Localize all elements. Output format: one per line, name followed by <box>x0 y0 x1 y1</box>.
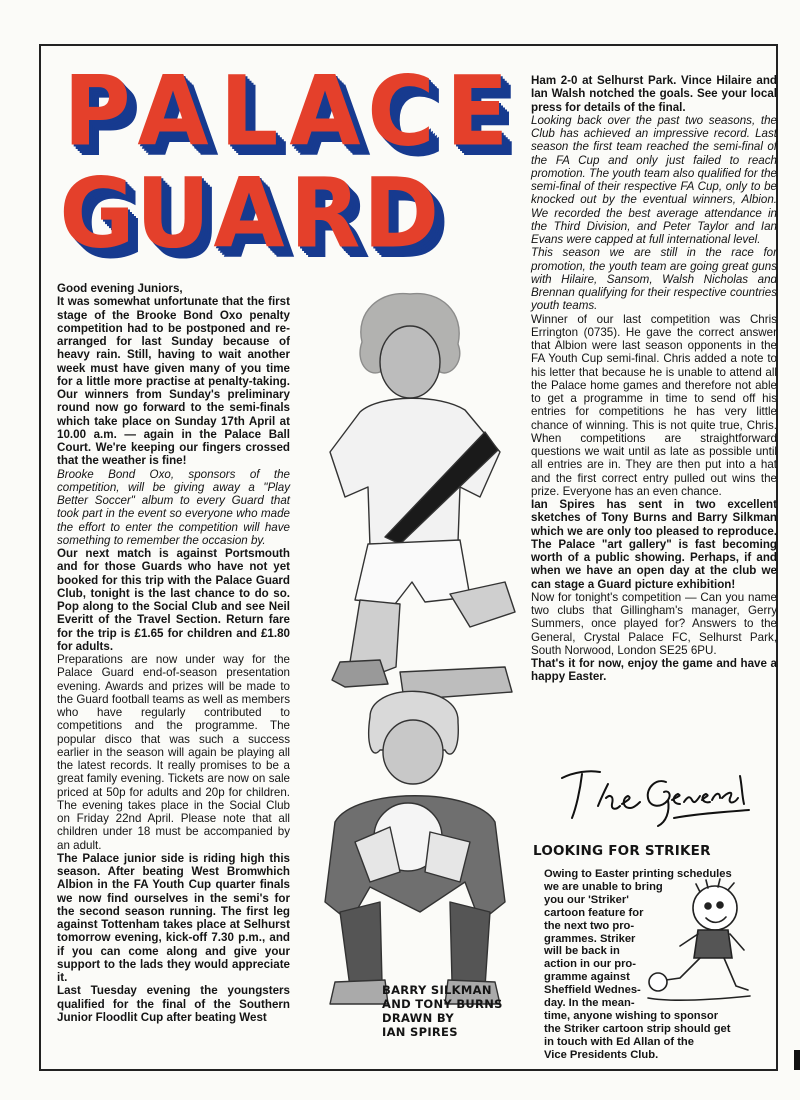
striker-line: Owing to Easter printing schedules <box>544 868 732 880</box>
page-edge-mark <box>794 1050 800 1070</box>
caption-line: DRAWN BY <box>382 1011 454 1025</box>
boot-sketch <box>332 660 388 687</box>
article-paragraph: Last Tuesday evening the youngsters qualified for the final of the Southern Junior Floodlit Cup after beating West <box>57 984 290 1024</box>
striker-line: we are unable to bring <box>544 880 663 893</box>
article-paragraph: Looking back over the past two seasons, the Club has achieved an impressive record. Last season the first team reached the semi-final of the FA Cup and only just failed to reach promotion. The youth team also qualified for the semi-final of their respective FA Cup, only to be knocked out by the eventual winners, Albion. We recorded the best average attendance in the Third Division, and Peter Taylor and Ian Evans were capped at full international level. <box>531 113 777 246</box>
striker-cartoon-icon <box>640 878 755 1008</box>
striker-line: you our 'Striker' <box>544 893 629 906</box>
striker-line: will be back in <box>544 945 620 958</box>
striker-line: grammes. Striker <box>544 932 636 945</box>
masthead-letter: C <box>367 55 435 168</box>
masthead-letter: L <box>219 55 279 168</box>
article-paragraph: Ham 2-0 at Selhurst Park. Vince Hilaire and Ian Walsh notched the goals. See your local press for details of the final. <box>531 74 777 114</box>
striker-line: day. In the mean- <box>544 997 635 1010</box>
masthead-letter: A <box>213 157 285 270</box>
masthead-letter: R <box>289 157 361 270</box>
striker-line: action in our pro- <box>544 958 636 971</box>
striker-line: Vice Presidents Club. <box>544 1048 659 1061</box>
face-sketch <box>380 326 440 398</box>
illustration-caption <box>382 983 522 1039</box>
striker-heading: LOOKING FOR STRIKER <box>533 843 711 859</box>
palace-guard-masthead <box>59 55 522 271</box>
article-paragraph: Winner of our last competition was Chris Errington (0735). He gave the correct answer that Albion were last season opponents in the FA Youth Cup semi-final. Chris added a note to his letter that because he is unable to attend all the Palace home games and therefore not able to get a programme in time to send off his entries for competitions he has very little chance of winning. This is not quite true, Chris. When competitions are straightforward questions we wait until as late as possible until all entries are in. They are then put into a hat and the first correct entry pulled out wins the prize. Everyone has an even chance. <box>531 312 777 498</box>
the-general-signature <box>554 756 754 836</box>
article-paragraph: Preparations are now under way for the Palace Guard end-of-season presentation evening. Awards and prizes will be made to the Guard football teams as well as members who have regularly contributed to competitions and the programme. The popular disco that was such a success earlier in the season will again be playing all the latest records. It really promises to be a great family evening. Tickets are now on sale priced at 50p for adults and 20p for children. The evening takes place in the Social Club on Friday 22nd April. Please note that all children under 18 must be accompanied by an adult. <box>57 653 290 852</box>
caption-line: AND TONY BURNS <box>382 997 503 1011</box>
article-paragraph: This season we are still in the race for promotion, the youth team are going great guns with Hilaire, Sansom, Walsh Nicholas and Brennan qualifying for their respective countries youth teams. <box>531 246 777 313</box>
masthead-letter: P <box>63 55 131 168</box>
article-paragraph: Now for tonight's competition — Can you name two clubs that Gillingham's manager, Gerry Summers, once played for? Answers to the General, Crystal Palace FC, Selhurst Park, South Norwood, London SE25 6PU. <box>531 590 777 657</box>
striker-line: in touch with Ed Allan of the <box>544 1035 694 1048</box>
article-paragraph: It was somewhat unfortunate that the first stage of the Brooke Bond Oxo penalty competition had to be postponed and re-arranged for last Sunday because of heavy rain. Still, having to wait another week must have given many of you time for a little more practise at penalty-taking. Our winners from Sunday's preliminary round now go forward to the semi-finals which take place on Sunday 17th April at 10.00 a.m. — again in the Palace Ball Court. We're keeping our fingers crossed that the weather is fine! <box>57 295 290 468</box>
masthead-letter: G <box>59 157 135 270</box>
keeper-legs-sketch <box>340 902 490 987</box>
article-paragraph: That's it for now, enjoy the game and have a happy Easter. <box>531 657 777 684</box>
article-paragraph: Good evening Juniors, <box>57 282 183 295</box>
masthead-letter: U <box>135 157 211 270</box>
striker-line: gramme against <box>544 971 630 984</box>
article-paragraph: The Palace junior side is riding high this season. After beating West Bromwhich Albion in the FA Youth Cup quarter finals we now find ourselves in the semi's for the second season running. The first leg against Tottenham takes place at Selhurst tomorrow evening, kick-off 7.30 p.m., and if you can come along and give your support to the lads they would appreciate it. <box>57 851 290 984</box>
striker-line: cartoon feature for <box>544 906 644 919</box>
masthead-word-palace <box>62 55 512 168</box>
right-article-column <box>531 74 777 684</box>
striker-line: Sheffield Wednes- <box>544 984 641 997</box>
player-sketch-illustration <box>300 282 525 1042</box>
striker-line: time, anyone wishing to sponsor <box>544 1009 719 1022</box>
left-article-column <box>57 282 290 1024</box>
article-paragraph: Ian Spires has sent in two excellent sketches of Tony Burns and Barry Silkman which we are only too pleased to reproduce. The Palace "art gallery" is fast becoming worth of a public showing. Perhaps, if and when we have an open day at the club we can stage a Guard picture exhibition! <box>531 498 777 591</box>
masthead-letter: E <box>445 55 509 168</box>
article-paragraph: Brooke Bond Oxo, sponsors of the competition, will be giving away a "Play Better Soccer" album to every Guard that took part in the event so everyone who made the effort to enter the competition will have something to remember the occasion by. <box>57 467 290 547</box>
masthead-letter: A <box>137 55 209 168</box>
caption-line: BARRY SILKMAN <box>382 983 492 997</box>
masthead-letter: A <box>289 55 361 168</box>
striker-line: the next two pro- <box>544 919 635 932</box>
keeper-face-sketch <box>383 720 443 784</box>
caption-line: IAN SPIRES <box>382 1025 458 1039</box>
masthead-word-guard <box>59 157 440 270</box>
striker-line: the Striker cartoon strip should get <box>544 1022 731 1035</box>
article-paragraph: Our next match is against Portsmouth and for those Guards who have not yet booked for this trip with the Palace Guard Club, tonight is the last chance to do so. Pop along to the Social Club and see Neil Everitt of the Travel Section. Return fare for the trip is £1.65 for children and £1.80 for adults. <box>57 547 290 653</box>
masthead-letter: D <box>362 157 440 270</box>
